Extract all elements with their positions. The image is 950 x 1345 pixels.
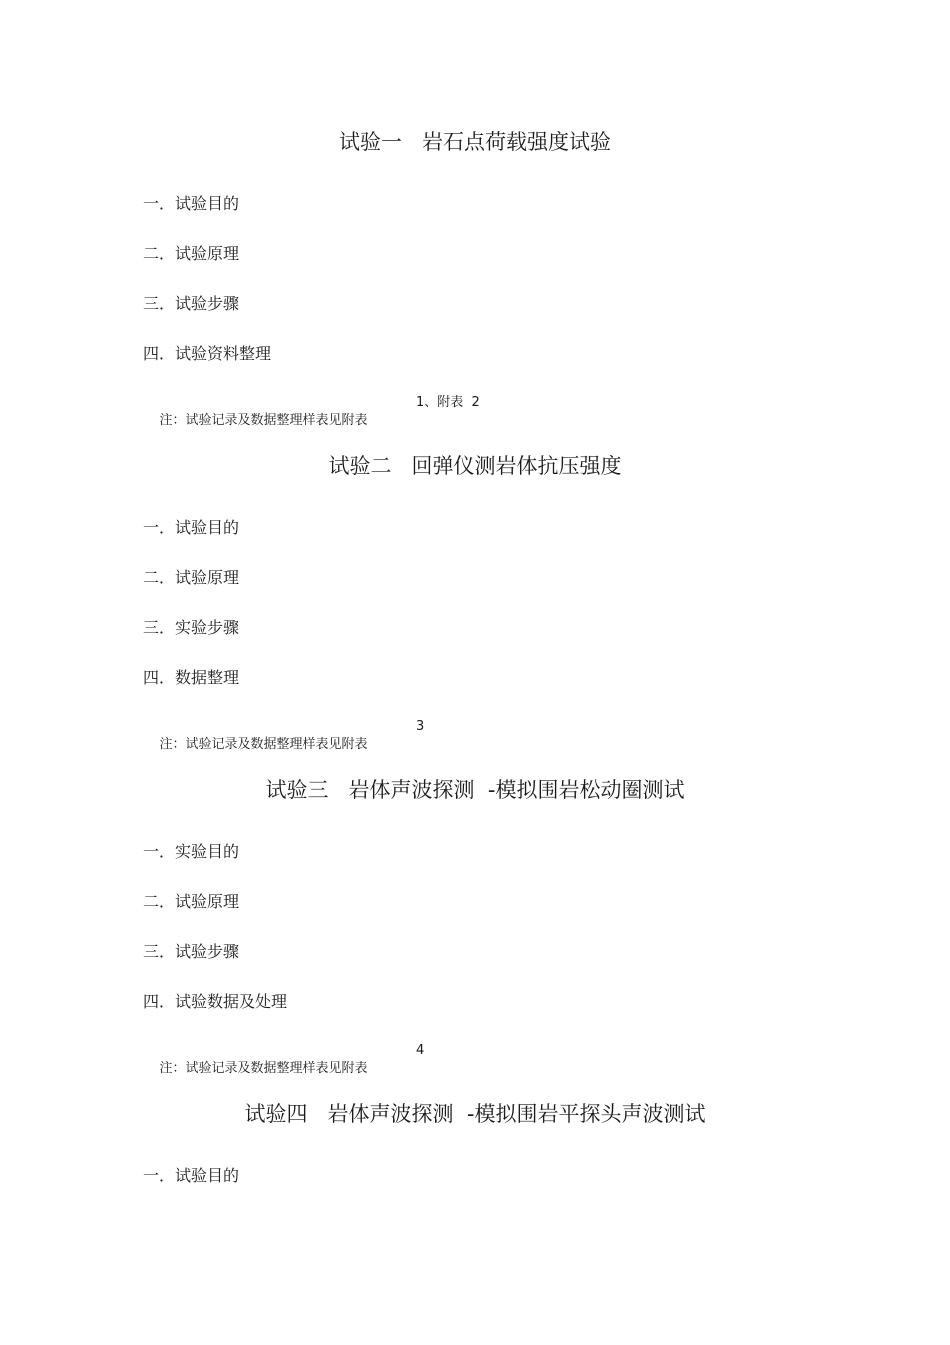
section-1-item-1: 一．试验目的 (143, 194, 240, 213)
section-2-title: 试验二 回弹仪测岩体抗压强度 (328, 454, 622, 478)
section-2-note-ref: 3 (416, 719, 425, 734)
section-1-note-ref: 1、附表 2 (416, 395, 480, 410)
section-2-note-label: 注：试验记录及数据整理样表见附表 (159, 737, 368, 752)
section-2-item-2: 二．试验原理 (143, 568, 240, 587)
section-2-item-1: 一．试验目的 (143, 518, 240, 537)
section-4-title: 试验四 岩体声波探测 -模拟围岩平探头声波测试 (244, 1102, 706, 1126)
section-3-item-4: 四．试验数据及处理 (143, 992, 288, 1011)
section-3-title: 试验三 岩体声波探测 -模拟围岩松动圈测试 (265, 778, 685, 802)
section-3-item-2: 二．试验原理 (143, 892, 240, 911)
section-1-item-4: 四．试验资料整理 (143, 344, 272, 363)
section-3-note-label: 注：试验记录及数据整理样表见附表 (159, 1061, 368, 1076)
section-3-item-3: 三．试验步骤 (143, 942, 240, 961)
section-1-title: 试验一 岩石点荷载强度试验 (338, 130, 612, 154)
section-4-item-1: 一．试验目的 (143, 1166, 240, 1185)
section-2-item-4: 四．数据整理 (143, 668, 240, 687)
section-3-item-1: 一．实验目的 (143, 842, 240, 861)
section-1-note-label: 注：试验记录及数据整理样表见附表 (159, 413, 368, 428)
section-1-item-2: 二．试验原理 (143, 244, 240, 263)
section-1-item-3: 三．试验步骤 (143, 294, 240, 313)
section-2-item-3: 三．实验步骤 (143, 618, 240, 637)
section-3-note-ref: 4 (416, 1043, 425, 1058)
